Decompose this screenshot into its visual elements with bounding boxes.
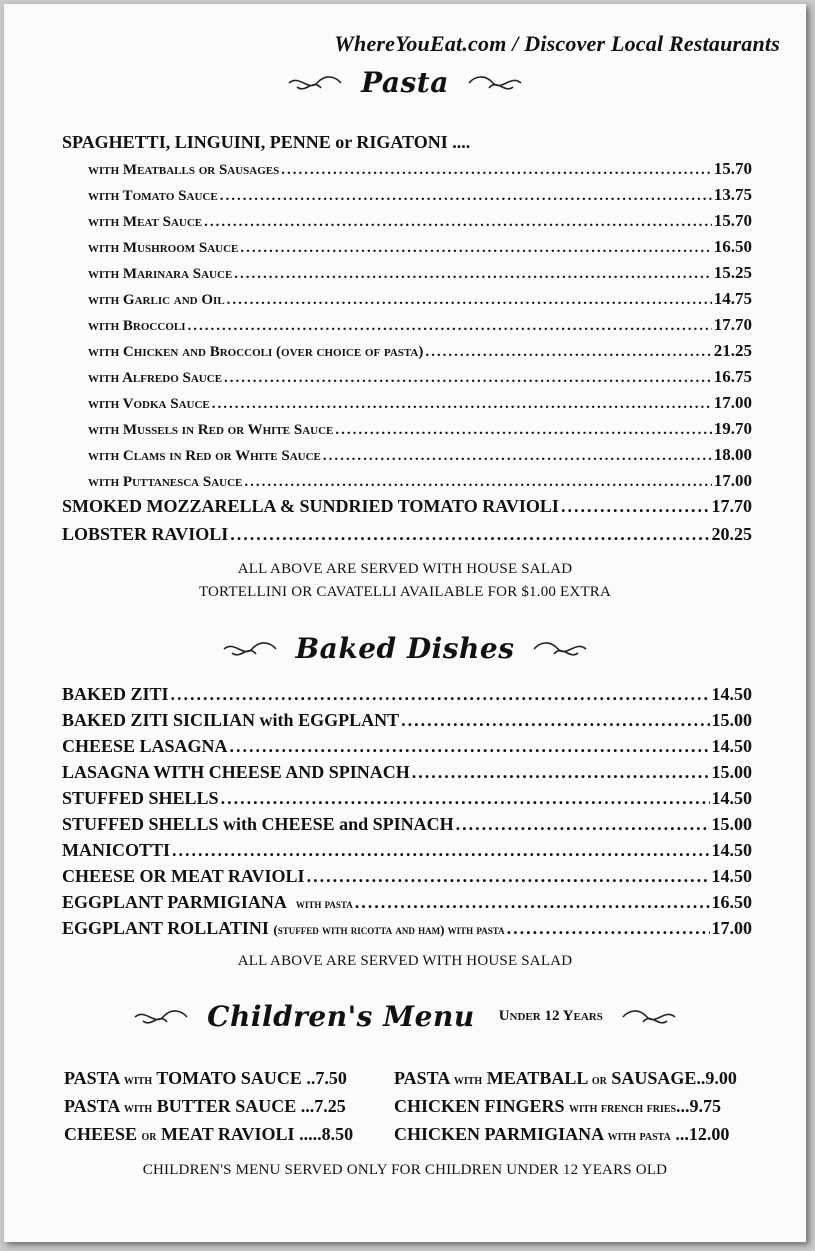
- menu-item: MANICOTTI ..... 14.50: [62, 840, 752, 861]
- menu-item: CHEESE OR MEAT RAVIOLI ..... 14.50: [62, 866, 752, 887]
- menu-item: with Mussels in Red or White Sauce ..... 19.70: [88, 419, 752, 439]
- menu-item: BAKED ZITI SICILIAN with EGGPLANT ..... 15.00: [62, 710, 752, 731]
- kids-item: PASTA with TOMATO SAUCE ..7.50: [64, 1068, 347, 1088]
- pasta-intro: SPAGHETTI, LINGUINI, PENNE or RIGATONI ....: [62, 132, 471, 152]
- baked-heading: [4, 632, 806, 665]
- kids-note: CHILDREN'S MENU SERVED ONLY FOR CHILDREN UNDER 12 YEARS OLD: [142, 1162, 668, 1178]
- menu-item: with Meat Sauce ..... 15.70: [88, 211, 752, 231]
- flourish-icon: [621, 1006, 677, 1028]
- menu-item: BAKED ZITI ..... 14.50: [62, 684, 752, 705]
- baked-title: Baked Dishes: [295, 632, 515, 665]
- kids-item: CHICKEN PARMIGIANA with pasta ...12.00: [394, 1124, 730, 1144]
- flourish-icon: [467, 72, 523, 94]
- menu-item: EGGPLANT PARMIGIANA with pasta ..... 16.50: [62, 892, 752, 913]
- pasta-note: ALL ABOVE ARE SERVED WITH HOUSE SALAD: [237, 561, 573, 577]
- menu-item: with Puttanesca Sauce ..... 17.00: [88, 471, 752, 491]
- kids-item: CHICKEN FINGERS with french fries...9.75: [394, 1096, 722, 1116]
- menu-item: LASAGNA WITH CHEESE AND SPINACH ..... 15.00: [62, 762, 752, 783]
- menu-item: with Alfredo Sauce ..... 16.75: [88, 367, 752, 387]
- kids-item: CHEESE or MEAT RAVIOLI .....8.50: [64, 1124, 354, 1144]
- flourish-icon: [222, 638, 278, 660]
- menu-item: CHEESE LASAGNA ..... 14.50: [62, 736, 752, 757]
- pasta-note-extra: TORTELLINI OR CAVATELLI AVAILABLE FOR $1.00 EXTRA: [198, 584, 612, 600]
- menu-item: LOBSTER RAVIOLI ..... 20.25: [62, 524, 752, 545]
- kids-heading: [4, 1000, 806, 1033]
- menu-item: with Broccoli ..... 17.70: [88, 315, 752, 335]
- menu-item: with Clams in Red or White Sauce ..... 18.00: [88, 445, 752, 465]
- menu-item: with Mushroom Sauce ..... 16.50: [88, 237, 752, 257]
- menu-item: with Tomato Sauce ..... 13.75: [88, 185, 752, 205]
- menu-item: STUFFED SHELLS with CHEESE and SPINACH ..... 15.00: [62, 814, 752, 835]
- menu-item: with Meatballs or Sausages ..... 15.70: [88, 159, 752, 179]
- menu-item: with Vodka Sauce ..... 17.00: [88, 393, 752, 413]
- flourish-icon: [532, 638, 588, 660]
- flourish-icon: [133, 1006, 189, 1028]
- kids-subtitle: Under 12 Years: [498, 1008, 603, 1024]
- pasta-heading: [4, 66, 806, 99]
- menu-item: SMOKED MOZZARELLA & SUNDRIED TOMATO RAVIOLI ..... 17.70: [62, 496, 752, 517]
- menu-item: EGGPLANT ROLLATINI (stuffed with ricotta and ham) with pasta ..... 17.00: [62, 918, 752, 939]
- menu-item: with Chicken and Broccoli (over choice of pasta) ..... 21.25: [88, 341, 752, 361]
- flourish-icon: [287, 72, 343, 94]
- baked-note: ALL ABOVE ARE SERVED WITH HOUSE SALAD: [237, 953, 573, 969]
- menu-item: with Garlic and Oil ..... 14.75: [88, 289, 752, 309]
- site-header: WhereYouEat.com / Discover Local Restaurants: [334, 31, 780, 56]
- pasta-title: Pasta: [361, 66, 449, 99]
- kids-title: Children's Menu: [207, 1000, 475, 1033]
- menu-item: with Marinara Sauce ..... 15.25: [88, 263, 752, 283]
- menu-page: [4, 4, 806, 1242]
- menu-item: STUFFED SHELLS ..... 14.50: [62, 788, 752, 809]
- kids-item: PASTA with MEATBALL or SAUSAGE..9.00: [394, 1068, 737, 1088]
- kids-item: PASTA with BUTTER SAUCE ...7.25: [64, 1096, 346, 1116]
